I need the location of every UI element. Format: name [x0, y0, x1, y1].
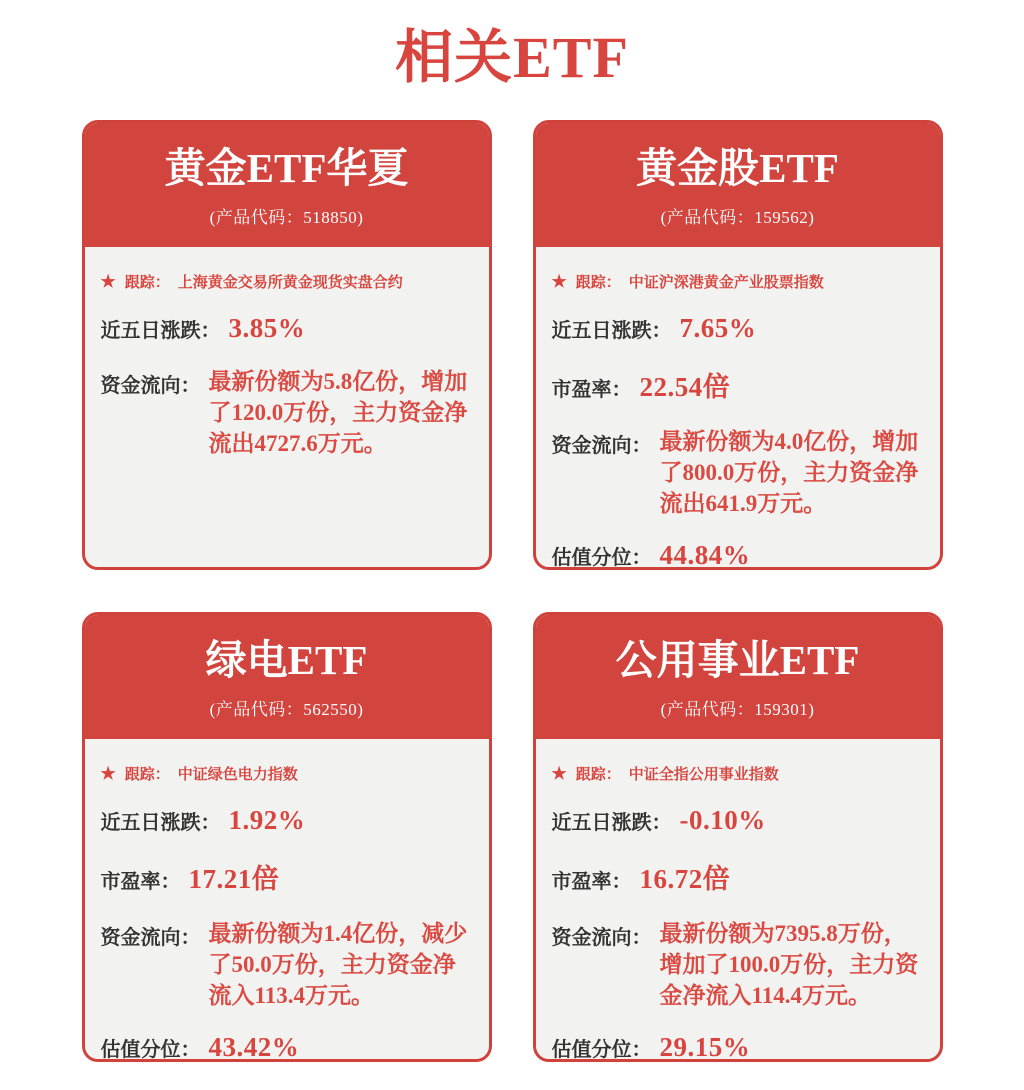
tracking-row [552, 763, 922, 784]
etf-card-green-power-etf [82, 612, 492, 1062]
fund-flow-row [552, 918, 922, 1011]
tracking-index-name: 上海黄金交易所黄金现货实盘合约 [177, 274, 403, 291]
fund-flow-row [552, 426, 922, 519]
star-icon: ★ [551, 272, 567, 291]
change5d-label: 近五日涨跌： [100, 812, 221, 834]
valuation-value: 44.84% [659, 540, 751, 570]
card-header [85, 123, 489, 247]
change5d-label: 近五日涨跌： [551, 812, 672, 834]
change5d-value: 1.92% [228, 805, 306, 835]
tracking-label: 跟踪： [575, 766, 621, 783]
change5d-label: 近五日涨跌： [100, 320, 221, 342]
fund-flow-value: 最新份额为1.4亿份，减少了50.0万份，主力资金净流入113.4万元。 [208, 921, 468, 1008]
tracking-row [552, 271, 922, 292]
fund-flow-row [101, 918, 471, 1011]
valuation-label: 估值分位： [551, 547, 652, 569]
card-body [536, 739, 940, 1062]
valuation-value: 43.42% [208, 1032, 300, 1062]
card-body [85, 739, 489, 1062]
valuation-row [552, 540, 922, 570]
tracking-row [101, 271, 471, 292]
change5d-value: 7.65% [679, 313, 757, 343]
card-body [536, 247, 940, 570]
tracking-label: 跟踪： [124, 274, 170, 291]
pe-value: 16.72倍 [639, 864, 731, 894]
pe-value: 22.54倍 [639, 372, 731, 402]
fund-flow-label: 资金流向： [551, 435, 652, 457]
tracking-label: 跟踪： [124, 766, 170, 783]
valuation-label: 估值分位： [100, 1039, 201, 1061]
etf-product-code: (产品代码：518850) [209, 208, 364, 228]
card-header [536, 123, 940, 247]
valuation-label: 估值分位： [551, 1039, 652, 1061]
card-body [85, 247, 489, 477]
etf-title: 公用事业ETF [615, 636, 860, 683]
card-header [536, 615, 940, 739]
fund-flow-value: 最新份额为5.8亿份，增加了120.0万份，主力资金净流出4727.6万元。 [208, 369, 468, 456]
tracking-index-name: 中证绿色电力指数 [177, 766, 298, 783]
pe-row [552, 857, 922, 896]
etf-product-code: (产品代码：159301) [660, 700, 815, 720]
fund-flow-label: 资金流向： [100, 927, 201, 949]
etf-card-gold-etf-huaxia [82, 120, 492, 570]
etf-title: 黄金股ETF [636, 144, 839, 191]
fund-flow-label: 资金流向： [100, 375, 201, 397]
change5d-row [552, 805, 922, 836]
etf-title: 绿电ETF [205, 636, 368, 683]
pe-value: 17.21倍 [188, 864, 280, 894]
change5d-value: -0.10% [679, 805, 766, 835]
star-icon: ★ [551, 764, 567, 783]
card-header [85, 615, 489, 739]
change5d-row [101, 313, 471, 344]
tracking-row [101, 763, 471, 784]
tracking-label: 跟踪： [575, 274, 621, 291]
pe-row [552, 365, 922, 404]
etf-product-code: (产品代码：562550) [209, 700, 364, 720]
fund-flow-value: 最新份额为4.0亿份，增加了800.0万份，主力资金净流出641.9万元。 [659, 429, 919, 516]
etf-card-gold-stock-etf [533, 120, 943, 570]
fund-flow-label: 资金流向： [551, 927, 652, 949]
page-title: 相关ETF [395, 25, 629, 90]
change5d-row [101, 805, 471, 836]
etf-title: 黄金ETF华夏 [164, 144, 409, 191]
etf-card-public-utility-etf [533, 612, 943, 1062]
change5d-value: 3.85% [228, 313, 306, 343]
change5d-label: 近五日涨跌： [551, 320, 672, 342]
etf-card-grid [82, 120, 943, 1062]
change5d-row [552, 313, 922, 344]
star-icon: ★ [100, 272, 116, 291]
pe-label: 市盈率： [551, 379, 632, 401]
tracking-index-name: 中证全指公用事业指数 [628, 766, 779, 783]
etf-product-code: (产品代码：159562) [660, 208, 815, 228]
valuation-row [552, 1032, 922, 1062]
star-icon: ★ [100, 764, 116, 783]
valuation-value: 29.15% [659, 1032, 751, 1062]
fund-flow-row [101, 366, 471, 459]
tracking-index-name: 中证沪深港黄金产业股票指数 [628, 274, 824, 291]
pe-label: 市盈率： [551, 871, 632, 893]
fund-flow-value: 最新份额为7395.8万份，增加了100.0万份，主力资金净流入114.4万元。 [659, 921, 919, 1008]
pe-label: 市盈率： [100, 871, 181, 893]
valuation-row [101, 1032, 471, 1062]
pe-row [101, 857, 471, 896]
